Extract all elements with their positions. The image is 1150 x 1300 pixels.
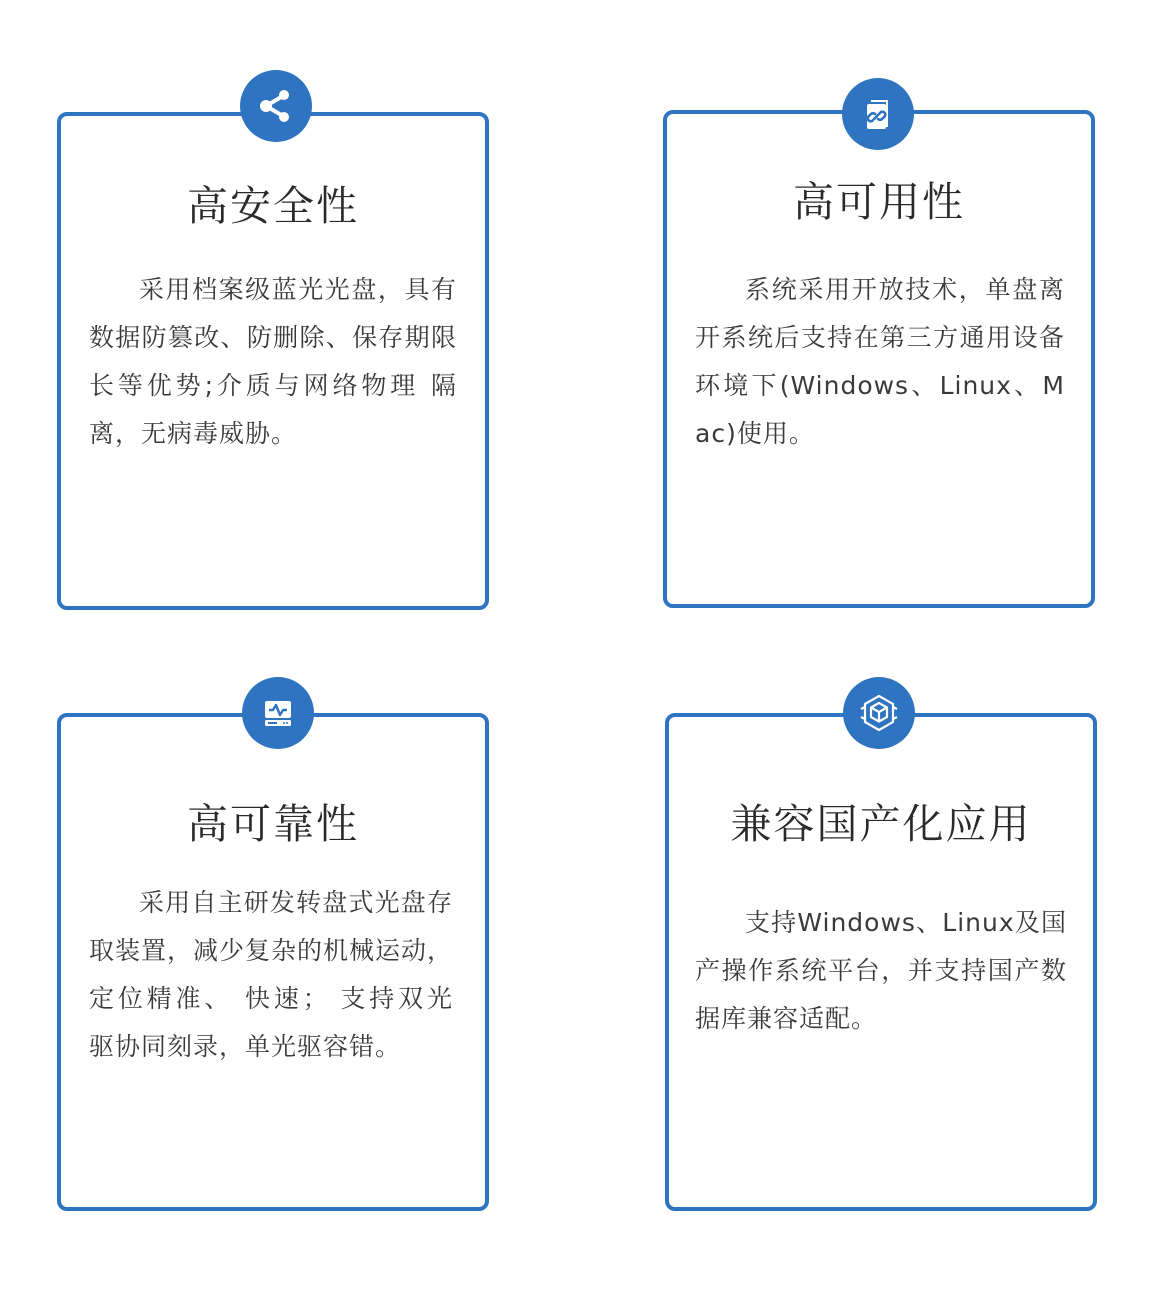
card-description: 采用档案级蓝光光盘，具有数据防篡改、防删除、保存期限长等优势;介质与网络物理 隔离，无病毒威胁。: [89, 275, 457, 448]
feature-card-reliability: [57, 713, 489, 1211]
cube-chip-icon: [843, 677, 915, 749]
share-network-icon: [240, 70, 312, 142]
card-title: 高安全性: [187, 182, 359, 230]
link-document-icon: [842, 78, 914, 150]
card-title: 高可靠性: [187, 800, 359, 848]
card-description: 采用自主研发转盘式光盘存取装置，减少复杂的机械运动， 定位精准、 快速； 支持双光 驱协同刻录，单光驱容错。: [89, 888, 488, 1061]
card-title: 高可用性: [793, 178, 965, 226]
card-description: 系统采用开放技术，单盘离开系统后支持在第三方通用设备环境下(Windows、Linux、Mac)使用。: [695, 275, 1065, 448]
monitor-pulse-icon: [242, 677, 314, 749]
card-title: 兼容国产化应用: [730, 800, 1032, 848]
card-description: 支持Windows、Linux及国产操作系统平台，并支持国产数据库兼容适配。: [695, 908, 1067, 1033]
feature-card-security: [57, 112, 489, 610]
feature-card-compatibility: [665, 713, 1097, 1211]
feature-card-availability: [663, 110, 1095, 608]
